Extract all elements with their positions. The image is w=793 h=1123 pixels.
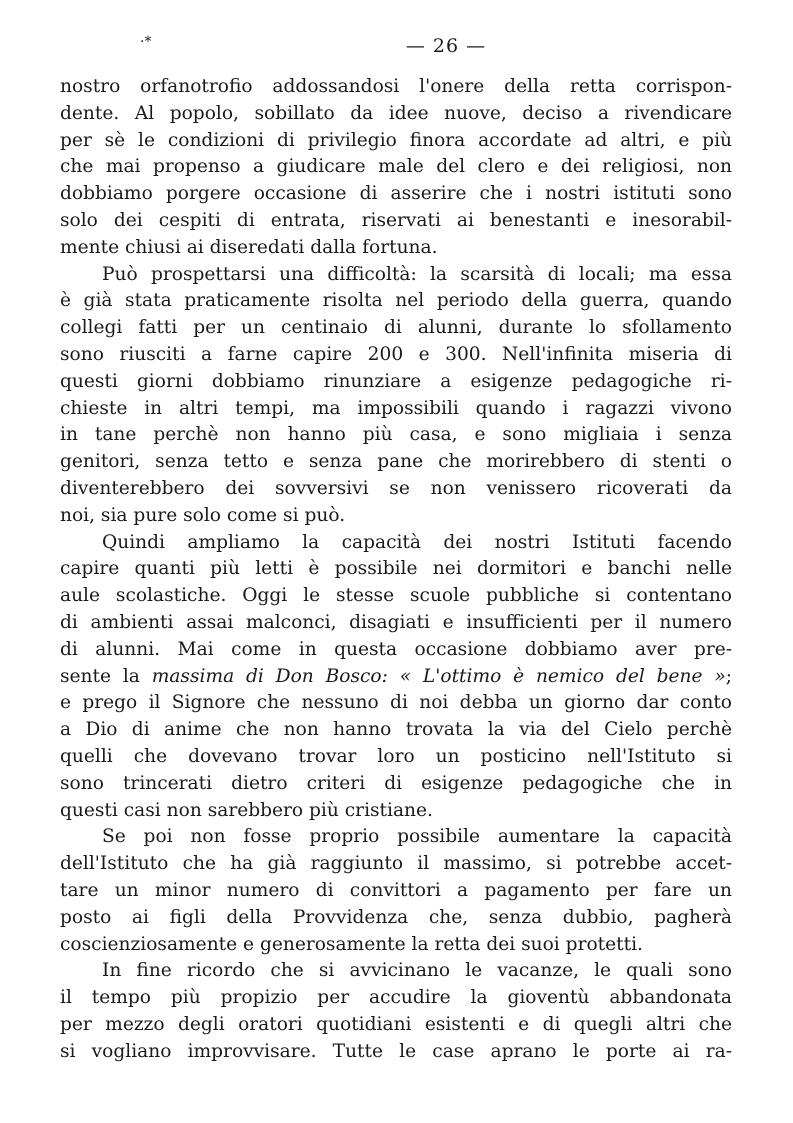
text-line: a Dio di anime che non hanno trovata la via del Cielo perchè [60, 719, 732, 741]
text-line: tare un minor numero di convittori a pagamento per fare un [60, 879, 732, 901]
text-line: diventerebbero dei sovversivi se non venissero ricoverati da [60, 477, 732, 499]
text-line: Se poi non fosse proprio possibile aumentare la capacità [102, 826, 732, 848]
body-text [60, 74, 732, 1065]
text-run: sente la [60, 665, 152, 687]
text-line: questi casi non sarebbero più cristiane. [60, 799, 433, 821]
text-line: noi, sia pure solo come si può. [60, 504, 346, 526]
text-line: chieste in altri tempi, ma impossibili quando i ragazzi vivono [60, 397, 732, 419]
text-line: si vogliano improvvisare. Tutte le case aprano le porte ai ra- [60, 1040, 732, 1062]
paragraph-2 [60, 262, 732, 530]
text-line: che mai propenso a giudicare male del clero e dei religiosi, non [60, 156, 732, 178]
text-line: Può prospettarsi una difficoltà: la scarsità di locali; ma essa [102, 263, 732, 285]
text-line: dobbiamo porgere occasione di asserire che i nostri istituti sono [60, 183, 732, 205]
text-line: aule scolastiche. Oggi le stesse scuole pubbliche si contentano [60, 585, 732, 607]
text-line: solo dei cespiti di entrata, riservati ai benestanti e inesorabil- [60, 209, 732, 231]
text-line: posto ai figli della Provvidenza che, senza dubbio, pagherà [60, 906, 732, 928]
document-page [60, 28, 732, 1108]
text-line: di ambienti assai malconci, disagiati e insufficienti per il numero [60, 611, 732, 633]
italic-text-line [60, 664, 732, 691]
text-line: dell'Istituto che ha già raggiunto il massimo, si potrebbe accet- [60, 853, 732, 875]
text-line: In fine ricordo che si avvicinano le vacanze, le quali sono [102, 960, 732, 982]
text-line: per sè le condizioni di privilegio finora accordate ad altri, e più [60, 129, 732, 151]
page-mark: ·* [140, 34, 152, 50]
paragraph-5 [60, 958, 732, 1065]
text-line: questi giorni dobbiamo rinunziare a esigenze pedagogiche ri- [60, 370, 732, 392]
paragraph-1 [60, 74, 732, 262]
text-line: sono riusciti a farne capire 200 e 300. Nell'infinita miseria di [60, 343, 732, 365]
text-run: ; [725, 665, 732, 687]
text-line: nostro orfanotrofio addossandosi l'onere della retta corrispon- [60, 76, 732, 97]
paragraph-4 [60, 824, 732, 958]
text-line: e prego il Signore che nessuno di noi debba un giorno dar conto [60, 692, 732, 714]
text-line: è già stata praticamente risolta nel periodo della guerra, quando [60, 290, 732, 312]
text-line: mente chiusi ai diseredati dalla fortuna. [60, 236, 438, 258]
text-line: dente. Al popolo, sobillato da idee nuove, deciso a rivendicare [60, 102, 732, 124]
text-line: il tempo più propizio per accudire la gioventù abbandonata [60, 987, 732, 1009]
text-line: Quindi ampliamo la capacità dei nostri Istituti facendo [102, 531, 732, 553]
text-line: quelli che dovevano trovar loro un posticino nell'Istituto si [60, 745, 732, 767]
text-line: di alunni. Mai come in questa occasione dobbiamo aver pre- [60, 638, 732, 660]
text-line: coscienziosamente e generosamente la retta dei suoi protetti. [60, 933, 643, 955]
text-line: collegi fatti per un centinaio di alunni, durante lo sfollamento [60, 317, 732, 339]
italic-quote: massima di Don Bosco: « L'ottimo è nemico del bene » [151, 665, 726, 687]
page-number: — 26 — [405, 35, 487, 57]
text-line: capire quanti più letti è possibile nei dormitori e banchi nelle [60, 558, 732, 580]
text-line: per mezzo degli oratori quotidiani esistenti e di quegli altri che [60, 1013, 732, 1035]
paragraph-3 [60, 530, 732, 825]
text-line: genitori, senza tetto e senza pane che morirebbero di stenti o [60, 451, 732, 473]
text-line: sono trincerati dietro criteri di esigenze pedagogiche che in [60, 772, 732, 794]
text-line: in tane perchè non hanno più casa, e sono migliaia i senza [60, 424, 732, 446]
